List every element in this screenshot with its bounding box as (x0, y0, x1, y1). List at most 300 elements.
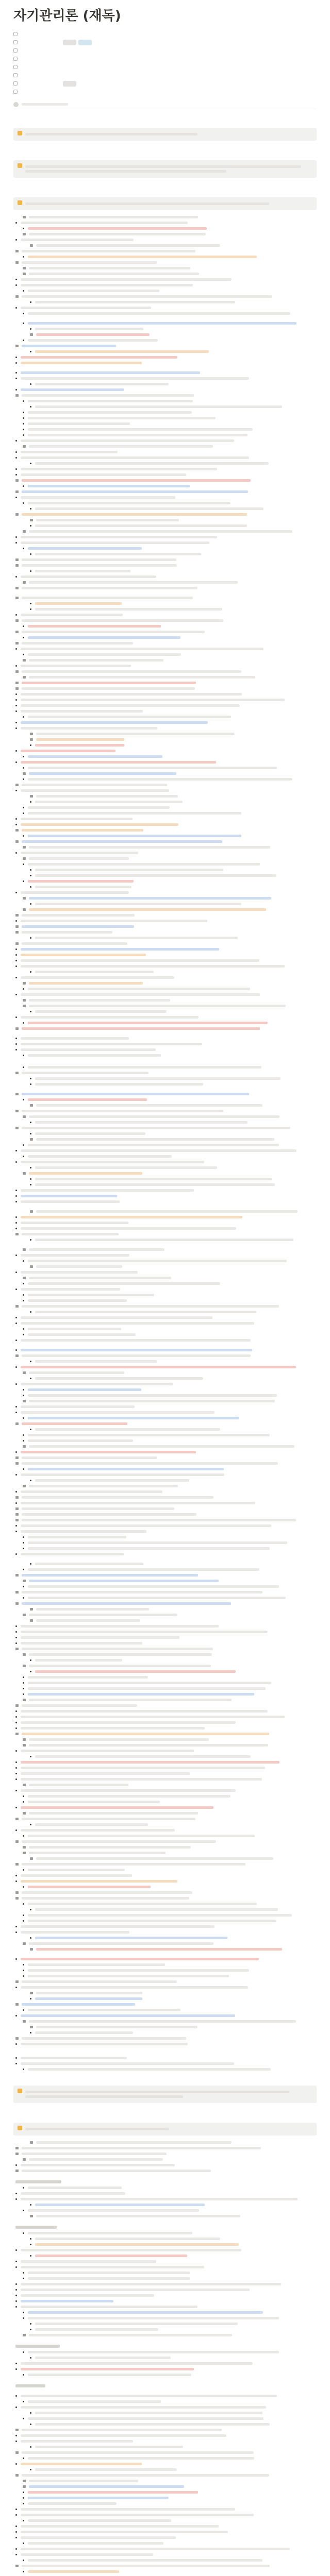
text-placeholder (28, 653, 181, 656)
bullet-mark (15, 1366, 17, 1368)
text-placeholder (21, 1880, 177, 1883)
list-item (15, 861, 317, 867)
text-placeholder (35, 1311, 256, 1313)
property-row[interactable] (13, 63, 317, 71)
text-placeholder (21, 704, 240, 707)
text-placeholder (21, 2508, 235, 2511)
text-placeholder (35, 1670, 236, 1673)
list-number (23, 581, 26, 584)
bullet-mark (23, 716, 24, 718)
entry-heading (15, 2383, 317, 2389)
list-item (15, 2461, 317, 2467)
text-placeholder (21, 1189, 194, 1192)
text-placeholder (28, 2400, 161, 2403)
bullet-mark (30, 1178, 31, 1180)
text-placeholder (35, 1937, 227, 1939)
text-placeholder (36, 1138, 274, 1141)
list-item (15, 1754, 317, 1759)
text-placeholder (15, 2345, 60, 2348)
add-comment-row[interactable] (13, 100, 317, 109)
text-placeholder (22, 1840, 216, 1843)
text-placeholder (21, 965, 285, 968)
list-item (15, 1315, 317, 1320)
list-item (15, 349, 317, 354)
list-number (23, 445, 26, 448)
list-number (15, 1891, 19, 1894)
bullet-mark (15, 1722, 17, 1723)
text-placeholder (29, 1005, 286, 1007)
property-icon (13, 81, 18, 86)
property-row[interactable] (13, 79, 317, 88)
text-placeholder (29, 1614, 177, 1616)
list-item (15, 444, 317, 449)
text-placeholder (21, 1789, 236, 1792)
list-number (23, 530, 26, 533)
text-placeholder (22, 1496, 213, 1499)
bullet-mark (15, 1228, 17, 1229)
text-placeholder (21, 1149, 296, 1152)
list-item (15, 1332, 317, 1337)
list-number (15, 642, 19, 645)
bullet-mark (15, 2043, 17, 2045)
list-number (30, 244, 33, 247)
entry-heading (15, 2343, 317, 2349)
bullet-mark (23, 767, 24, 769)
bullet-mark (23, 1334, 24, 1335)
bullet-mark (15, 1272, 17, 1273)
list-item (15, 708, 317, 714)
text-placeholder (35, 462, 269, 465)
list-number (15, 2451, 19, 2454)
bullet-mark (15, 474, 17, 476)
property-tag[interactable] (63, 40, 76, 45)
text-placeholder (21, 818, 133, 820)
text-placeholder (22, 931, 112, 934)
text-placeholder (21, 699, 285, 701)
bullet-mark (23, 423, 24, 425)
bullet-mark (23, 2069, 24, 2070)
bullet-mark (23, 1586, 24, 1587)
bullet-mark (30, 875, 31, 876)
text-placeholder (21, 1625, 219, 1628)
bullet-mark (30, 2329, 31, 2330)
list-item (15, 754, 317, 759)
text-placeholder (28, 1299, 127, 1302)
list-item (15, 776, 317, 782)
list-item (15, 1449, 317, 1455)
bullet-mark (30, 2032, 31, 2033)
list-item (15, 540, 317, 546)
list-item (15, 2332, 317, 2338)
list-item (15, 816, 317, 822)
text-placeholder (29, 857, 129, 860)
list-item (15, 1850, 317, 1856)
property-row[interactable] (13, 55, 317, 63)
list-number (15, 1602, 19, 1605)
callout-text (25, 202, 269, 205)
text-placeholder (28, 806, 170, 809)
text-placeholder (22, 1093, 249, 1095)
bullet-mark (30, 301, 31, 303)
text-placeholder (21, 1161, 204, 1163)
text-placeholder (21, 2548, 290, 2550)
text-placeholder (21, 222, 188, 224)
text-placeholder (21, 727, 157, 730)
text-placeholder (29, 2480, 138, 2482)
list-number (15, 1704, 19, 1707)
list-item (15, 686, 317, 691)
list-item (15, 2529, 317, 2535)
list-item (15, 680, 317, 686)
bullet-mark (30, 570, 31, 572)
list-number (15, 1507, 19, 1510)
list-number (30, 519, 33, 521)
section (13, 114, 317, 141)
list-item (15, 370, 317, 376)
list-item (15, 2213, 317, 2219)
list-item (15, 623, 317, 629)
list-number (15, 829, 19, 832)
bullet-mark (23, 1144, 24, 1146)
text-placeholder (21, 954, 146, 956)
list-item (15, 2253, 317, 2259)
text-placeholder (22, 942, 127, 945)
text-placeholder (28, 256, 257, 258)
bullet-mark (15, 307, 17, 309)
text-placeholder (21, 2536, 176, 2539)
text-placeholder (21, 2294, 154, 2297)
list-item (15, 376, 317, 381)
spacer (15, 366, 317, 370)
text-placeholder (22, 1127, 290, 1129)
list-item (15, 1258, 317, 1264)
list-number (23, 216, 26, 218)
text-placeholder (21, 1716, 285, 1718)
text-placeholder (29, 659, 163, 662)
list-item (15, 2208, 317, 2213)
text-placeholder (21, 1986, 248, 1989)
text-placeholder (22, 1513, 196, 1516)
list-number (30, 733, 33, 735)
list-item (15, 1890, 317, 1895)
bullet-mark (23, 1914, 24, 1916)
list-item (15, 805, 317, 810)
list-item (15, 1159, 317, 1165)
list-item (15, 1281, 317, 1286)
list-number (15, 558, 19, 561)
list-number (23, 1852, 26, 1854)
list-item (15, 1226, 317, 1231)
list-item (15, 935, 317, 941)
text-placeholder (21, 693, 242, 696)
bullet-mark (15, 1190, 17, 1191)
list-item (15, 506, 317, 512)
text-placeholder (28, 1963, 165, 1966)
property-tag[interactable] (78, 40, 92, 45)
text-placeholder (21, 1473, 224, 1476)
bullet-mark (23, 2571, 24, 2572)
property-tag[interactable] (63, 81, 76, 87)
list-item (15, 1827, 317, 1833)
spacer (15, 2051, 317, 2055)
list-item (15, 1776, 317, 1782)
list-item (15, 1003, 317, 1009)
list-item (15, 410, 317, 415)
list-item (15, 1154, 317, 1159)
text-placeholder (35, 301, 235, 303)
list-item (15, 742, 317, 748)
list-item (15, 1935, 317, 1941)
text-placeholder (29, 908, 266, 911)
bullet-mark (23, 1294, 24, 1296)
list-item (15, 2304, 317, 2310)
list-number (15, 1127, 19, 1129)
bullet-mark (23, 2503, 24, 2504)
bullet-mark (23, 637, 24, 638)
bullet-mark (15, 440, 17, 442)
bullet-mark (15, 1631, 17, 1633)
list-item (15, 1990, 317, 1996)
text-placeholder (21, 1048, 156, 1051)
text-placeholder (35, 1908, 278, 1911)
list-item (15, 822, 317, 827)
text-placeholder (22, 1897, 189, 1900)
bullet-mark (30, 1083, 31, 1085)
bullet-mark (15, 2441, 17, 2442)
bullet-mark (30, 1239, 31, 1241)
bullet-mark (15, 2300, 17, 2302)
text-placeholder (28, 636, 180, 639)
text-placeholder (21, 1200, 120, 1203)
list-item (15, 884, 317, 890)
list-item (15, 1907, 317, 1912)
text-placeholder (28, 547, 142, 550)
list-number (15, 261, 19, 264)
list-item (15, 2041, 317, 2047)
list-item (15, 1737, 317, 1742)
text-placeholder (22, 687, 195, 690)
list-item (15, 231, 317, 237)
bullet-mark (23, 1395, 24, 1396)
list-item (15, 2019, 317, 2024)
list-item (15, 748, 317, 754)
list-number (23, 1846, 26, 1849)
list-number (15, 1980, 19, 1983)
list-item (15, 2416, 317, 2421)
property-row[interactable] (13, 30, 317, 38)
text-placeholder (35, 971, 154, 973)
list-number (23, 267, 26, 269)
text-placeholder (21, 1710, 268, 1713)
bullet-mark (23, 2272, 24, 2274)
spacer (15, 1205, 317, 1209)
list-number (15, 670, 19, 673)
text-placeholder (22, 1980, 177, 1983)
list-number (23, 1371, 26, 1374)
bullet-mark (15, 852, 17, 854)
bullet-mark (23, 1099, 24, 1100)
list-item (15, 890, 317, 895)
bullet-mark (15, 2289, 17, 2291)
list-number (23, 2158, 26, 2161)
text-placeholder (21, 2440, 133, 2443)
property-row[interactable] (13, 46, 317, 55)
list-item (15, 1142, 317, 1148)
list-item (15, 1788, 317, 1793)
text-placeholder (28, 312, 290, 315)
list-item (15, 500, 317, 506)
list-item (15, 2563, 317, 2569)
list-number (15, 1840, 19, 1843)
property-row[interactable] (13, 38, 317, 46)
bullet-mark (23, 812, 24, 814)
bullet-mark (15, 451, 17, 453)
list-item (15, 1918, 317, 1924)
text-placeholder (36, 738, 124, 741)
list-item (15, 1822, 317, 1827)
bullet-mark (30, 1167, 31, 1168)
list-number (30, 333, 33, 336)
text-placeholder (21, 473, 186, 476)
text-placeholder (28, 227, 207, 230)
list-number (15, 631, 19, 633)
list-item (15, 277, 317, 282)
list-item (15, 720, 317, 725)
bullet-mark (15, 1451, 17, 1453)
text-placeholder (28, 1066, 261, 1069)
bullet-mark (15, 1807, 17, 1808)
bullet-mark (15, 994, 17, 995)
section-heading (13, 114, 317, 126)
list-item (15, 1415, 317, 1421)
text-placeholder (28, 625, 161, 628)
text-placeholder (28, 400, 193, 402)
list-item (15, 697, 317, 703)
bullet-mark (15, 2514, 17, 2516)
list-item (15, 1398, 317, 1404)
list-item (15, 1231, 317, 1237)
text-placeholder (28, 1098, 147, 1101)
list-item (15, 1839, 317, 1844)
list-item (15, 2168, 317, 2174)
list-item (15, 1578, 317, 1584)
bullet-mark (30, 2244, 31, 2245)
text-placeholder (29, 216, 198, 218)
bullet-mark (15, 1875, 17, 1876)
property-row[interactable] (13, 71, 317, 79)
text-placeholder (28, 2497, 169, 2499)
property-icon (13, 40, 18, 44)
text-placeholder (35, 903, 241, 905)
property-row[interactable] (13, 88, 317, 96)
list-item (15, 1421, 317, 1427)
text-placeholder (22, 642, 133, 645)
text-placeholder (28, 1903, 257, 1905)
list-item (15, 387, 317, 393)
bullet-mark (23, 1417, 24, 1419)
text-placeholder (28, 1468, 224, 1470)
list-item (15, 337, 317, 343)
list-number (23, 2020, 26, 2023)
text-placeholder (28, 2232, 192, 2234)
bullet-mark (30, 1122, 31, 1123)
list-item (15, 963, 317, 969)
text-placeholder (21, 371, 200, 374)
list-item (15, 669, 317, 674)
list-item (15, 489, 317, 495)
text-placeholder (21, 2368, 194, 2370)
bullet-mark (30, 1937, 31, 1939)
list-item (15, 1014, 317, 1020)
bullet-mark (30, 406, 31, 408)
list-item (15, 1979, 317, 1985)
list-item (15, 1064, 317, 1070)
list-item (15, 1097, 317, 1103)
list-number (15, 2429, 19, 2431)
text-placeholder (28, 1260, 287, 1262)
list-item (15, 2066, 317, 2072)
list-item (15, 2489, 317, 2495)
bullet-mark (15, 1043, 17, 1045)
text-placeholder (35, 2243, 239, 2246)
list-item (15, 1708, 317, 1714)
bullet-mark (30, 1378, 31, 1379)
text-placeholder (28, 2272, 190, 2274)
section (13, 2109, 317, 2576)
bullet-mark (23, 625, 24, 627)
list-item (15, 551, 317, 557)
text-placeholder (36, 2215, 240, 2217)
list-item (15, 1782, 317, 1788)
text-placeholder (28, 2457, 254, 2460)
list-item (15, 478, 317, 483)
bullet-mark (23, 1964, 24, 1965)
text-placeholder (22, 1456, 157, 1459)
list-item (15, 2259, 317, 2264)
text-placeholder (35, 608, 222, 611)
text-placeholder (21, 451, 118, 453)
text-placeholder (21, 388, 124, 391)
bullet-mark (15, 2548, 17, 2550)
list-item (15, 1026, 317, 1031)
text-placeholder (29, 267, 190, 269)
list-item (15, 1873, 317, 1878)
text-placeholder (22, 345, 116, 347)
list-item (15, 1220, 317, 1226)
list-item (15, 1759, 317, 1765)
text-placeholder (28, 812, 241, 815)
text-placeholder (22, 1027, 260, 1030)
bullet-mark (15, 1255, 17, 1256)
list-number (23, 273, 26, 275)
bullet-mark (15, 1216, 17, 1218)
text-placeholder (21, 1631, 268, 1633)
list-item (15, 2399, 317, 2404)
section-heading (13, 184, 317, 195)
list-item (15, 2472, 317, 2478)
list-number (15, 2037, 19, 2040)
list-item (15, 878, 317, 884)
text-placeholder (21, 2192, 125, 2195)
bullet-mark (30, 383, 31, 385)
list-item (15, 2421, 317, 2427)
bullet-mark (23, 1283, 24, 1284)
list-item (15, 918, 317, 924)
bullet-mark (15, 710, 17, 712)
list-item (15, 2484, 317, 2489)
text-placeholder (35, 744, 124, 747)
bullet-mark (30, 1011, 31, 1012)
